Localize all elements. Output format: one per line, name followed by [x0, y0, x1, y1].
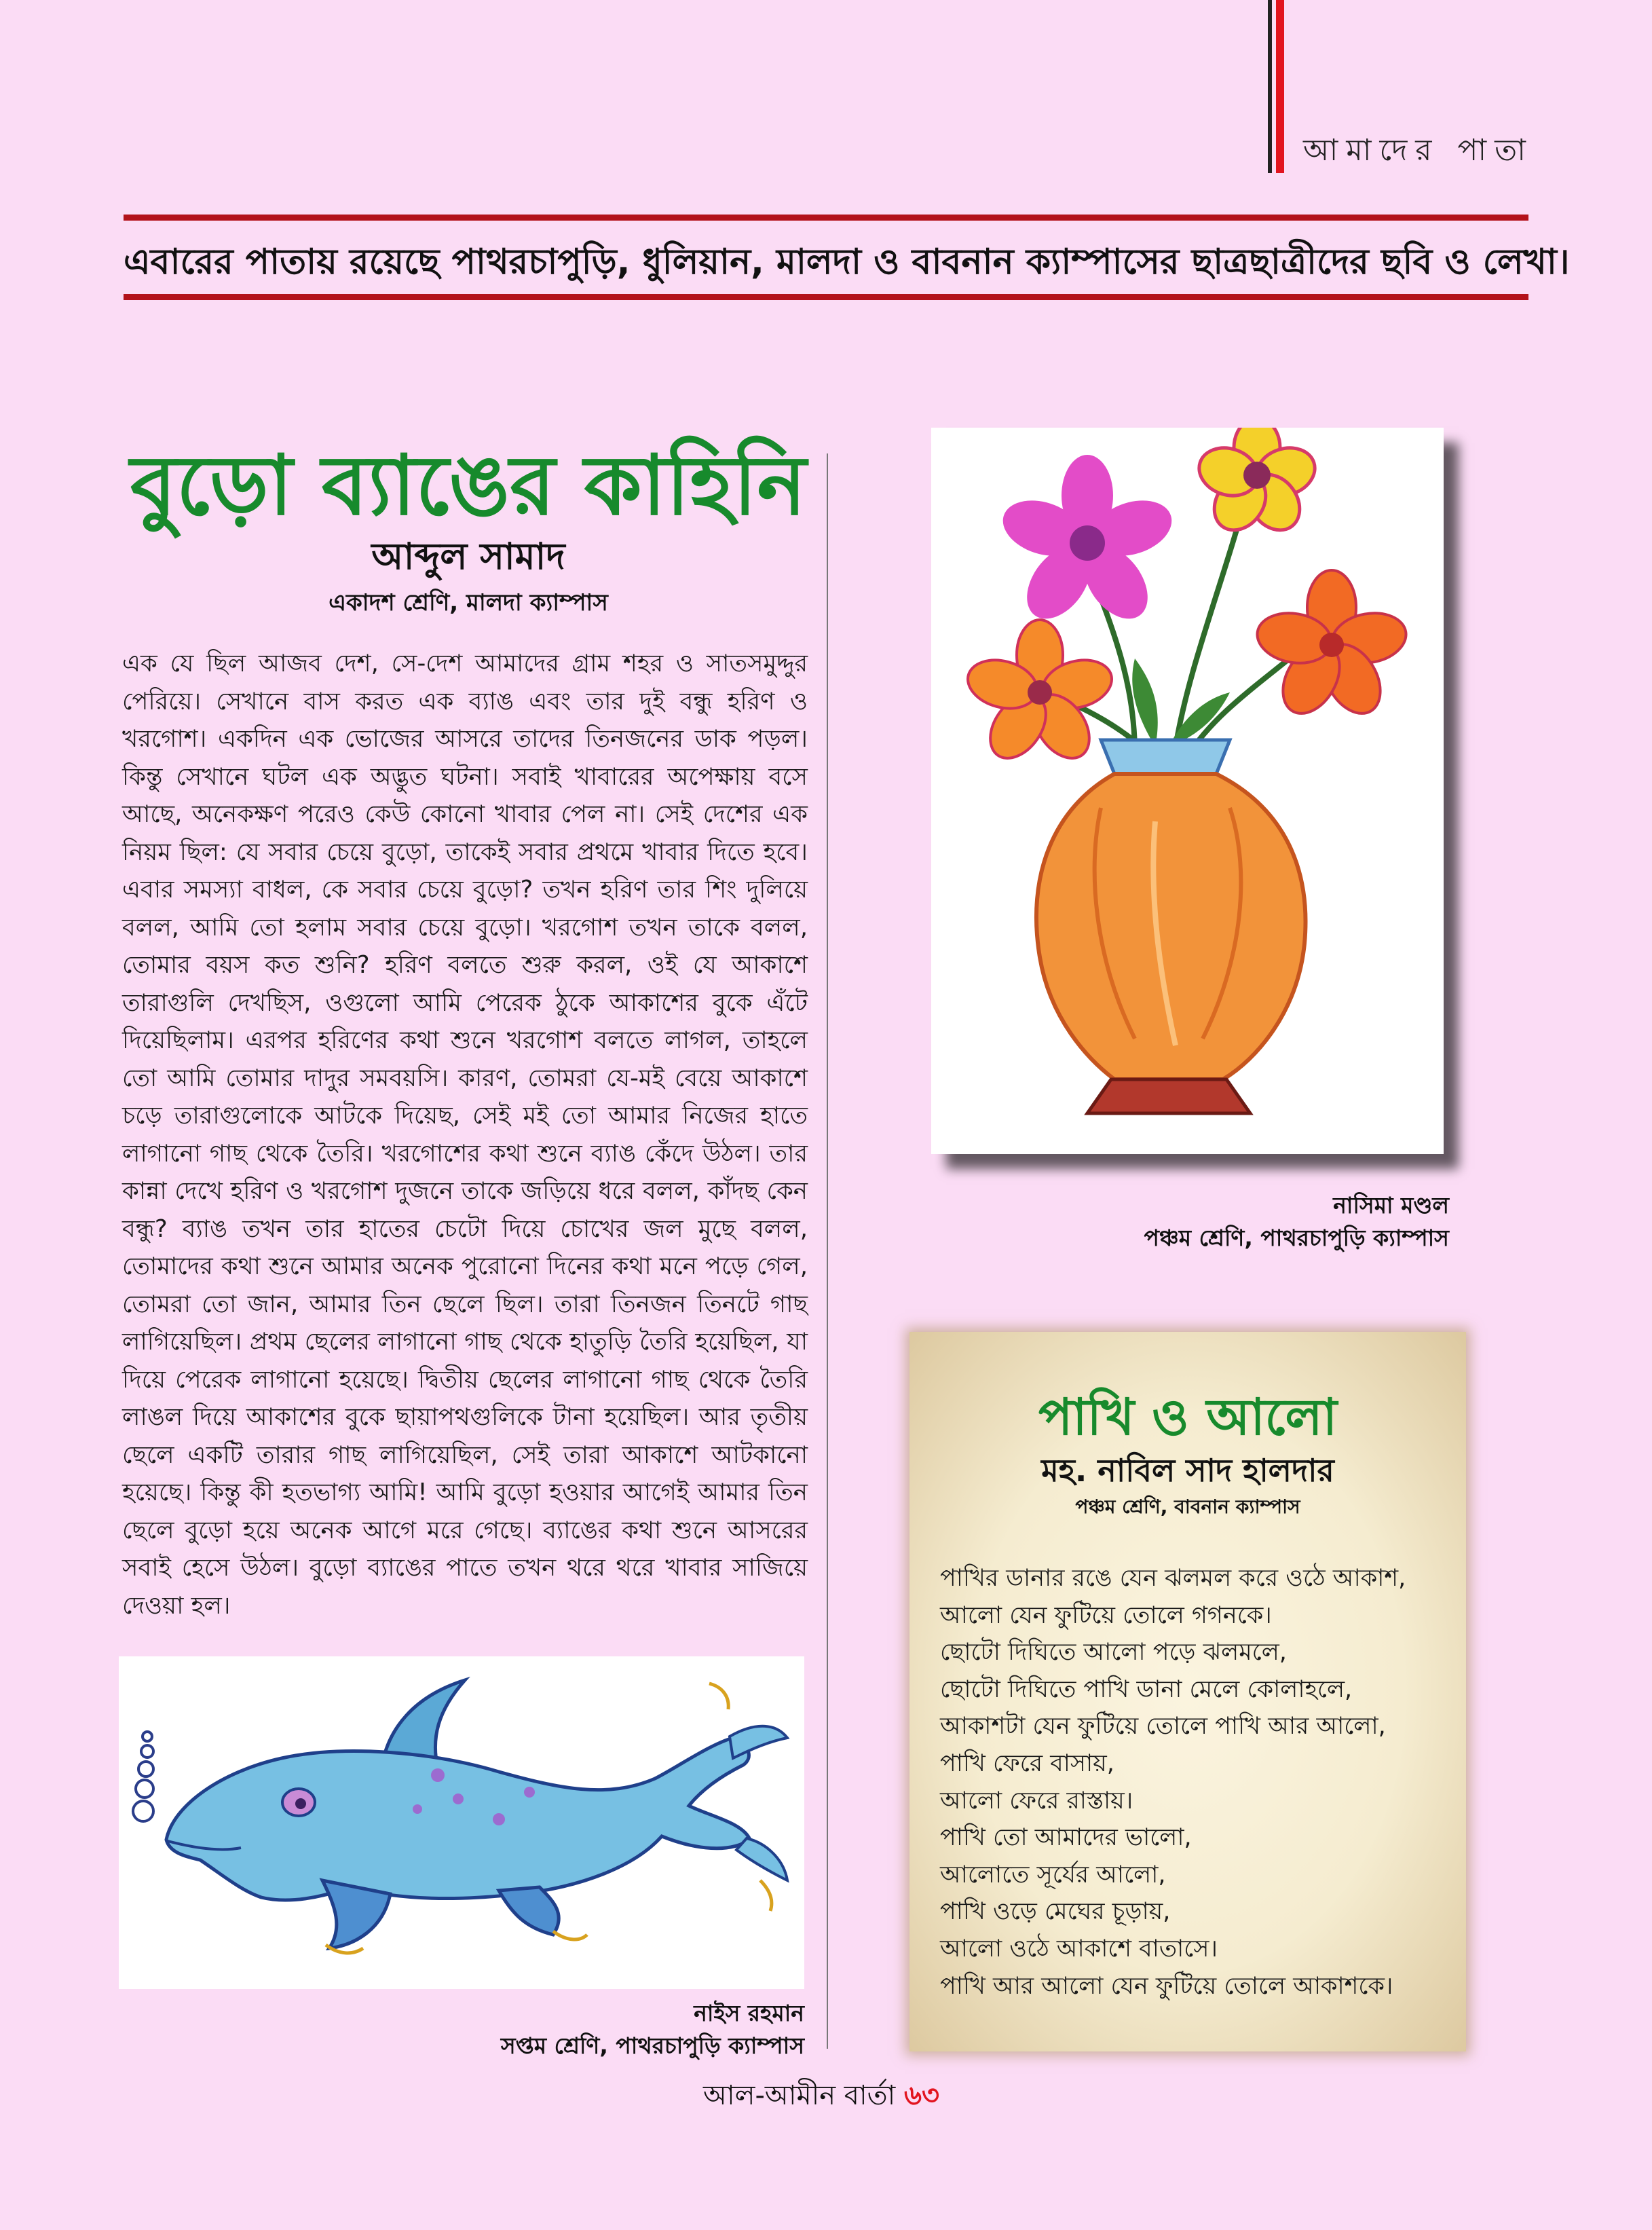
poem-line: ছোটো দিঘিতে পাখি ডানা মেলে কোলাহলে,	[940, 1675, 1353, 1703]
dolphin-artist: নাইস রহমান	[694, 2000, 804, 2026]
section-marker-bar-dark	[1268, 0, 1272, 173]
story-body: এক যে ছিল আজব দেশ, সে-দেশ আমাদের গ্রাম শহর ও সাতসমুদ্দুর পেরিয়ে। সেখানে বাস করত এক ব্যাঙ এবং তার দুই বন্ধু হরিণ ও খরগোশ। একদিন এক ভোজের আসরে তাদের তিনজনের ডাক পড়ল। কিন্তু সেখানে ঘটল এক অদ্ভুত ঘটনা। সবাই খাবারের অপেক্ষায় বসে আছে, অনেকক্ষণ পরেও কেউ কোনো খাবার পেল না। সেই দেশের এক নিয়ম ছিল: যে সবার চেয়ে বুড়ো, তাকেই সবার প্রথমে খাবার দিতে হবে। এবার সমস্যা বাধল, কে সবার চেয়ে বুড়ো? তখন হরিণ তার শিং দুলিয়ে বলল, আমি তো হলাম সবার চেয়ে বুড়ো। খরগোশ তখন তাকে বলল, তোমার বয়স কত শুনি? হরিণ বলতে শুরু করল, ওই যে আকাশে তারাগুলি দেখছিস, ওগুলো আমি পেরেক ঠুকে আকাশের বুকে এঁটে দিয়েছিলাম। এরপর হরিণের কথা শুনে খরগোশ বলতে লাগল, তাহলে তো আমি তোমার দাদুর সমবয়সি। কারণ, তোমরা যে-মই বেয়ে আকাশে চড়ে তারাগুলোকে আটকে দিয়েছ, সেই মই তো আমার নিজের হাতে লাগানো গাছ থেকে তৈরি। খরগোশের কথা শুনে ব্যাঙ কেঁদে উঠল। তার কান্না দেখে হরিণ ও খরগোশ দুজনে তাকে জড়িয়ে ধরে বলল, কাঁদছ কেন বন্ধু? ব্যাঙ তখন তার হাতের চেটো দিয়ে চোখের জল মুছে বলল, তোমাদের কথা শুনে আমার অনেক পুরোনো দিনের কথা মনে পড়ে গেল, তোমরা তো জান, আমার তিন ছেলে ছিল। তারা তিনজন তিনটে গাছ লাগিয়েছিল। প্রথম ছেলের লাগানো গাছ থেকে হাতুড়ি তৈরি হয়েছিল, যা দিয়ে পেরেক লাগানো হয়েছে। দ্বিতীয় ছেলের লাগানো গাছ থেকে তৈরি লাঙল দিয়ে আকাশের বুকে ছায়াপথগুলিকে টানা হয়েছিল। আর তৃতীয় ছেলে একটি তারার গাছ লাগিয়েছিল, সেই তারা আকাশে আটকানো হয়েছে। কিন্তু কী হতভাগ্য আমি! আমি বুড়ো হওয়ার আগেই আমার তিন ছেলে বুড়ো হয়ে অনেক আগে মরে গেছে। ব্যাঙের কথা শুনে আসরের সবাই হেসে উঠল। বুড়ো ব্যাঙের পাতে তখন থরে থরে খাবার সাজিয়ে দেওয়া হল।	[122, 650, 808, 1620]
poem-line: আকাশটা যেন ফুটিয়ে তোলে পাখি আর আলো,	[940, 1713, 1386, 1741]
poem-line: পাখির ডানার রঙে যেন ঝলমল করে ওঠে আকাশ,	[940, 1565, 1406, 1592]
section-label: আমাদের পাতা	[1303, 133, 1534, 168]
flower-artist: নাসিমা মণ্ডল	[1333, 1192, 1449, 1219]
poem-line: আলো ফেরে রাস্তায়।	[940, 1787, 1133, 1815]
flower-vase-drawing	[931, 428, 1444, 1154]
flower-vase-icon	[931, 428, 1444, 1154]
poem-line: পাখি ফেরে বাসায়,	[940, 1749, 1114, 1777]
poem-title: পাখি ও আলো	[1038, 1388, 1338, 1447]
column-divider	[827, 453, 828, 2049]
page-number: ৬৩	[903, 2080, 939, 2111]
poem-line: আলো যেন ফুটিয়ে তোলে গগনকে।	[940, 1601, 1272, 1629]
story-class-campus: একাদশ শ্রেণি, মালদা ক্যাম্পাস	[328, 589, 608, 616]
story-title: বুড়ো ব্যাঙের কাহিনি	[130, 437, 807, 534]
magazine-name: আল-আমীন বার্তা	[702, 2080, 896, 2111]
flower-artist-class: পঞ্চম শ্রেণি, পাথরচাপুড়ি ক্যাম্পাস	[1144, 1225, 1449, 1251]
poem-class-campus: পঞ্চম শ্রেণি, বাবনান ক্যাম্পাস	[1075, 1495, 1300, 1518]
poem-line: পাখি তো আমাদের ভালো,	[940, 1824, 1192, 1852]
poem-author: মহ. নাবিল সাদ হালদার	[1041, 1452, 1334, 1489]
dolphin-icon	[119, 1656, 804, 1989]
dolphin-artist-class: সপ্তম শ্রেণি, পাথরচাপুড়ি ক্যাম্পাস	[500, 2032, 804, 2059]
poem-lines	[940, 1560, 1456, 2005]
story-author: আব্দুল সামাদ	[371, 535, 565, 578]
poem-line: পাখি ওড়ে মেঘের চূড়ায়,	[940, 1898, 1171, 1926]
poem-line: আলোতে সূর্যের আলো,	[940, 1861, 1166, 1889]
banner-text: এবারের পাতায় রয়েছে পাথরচাপুড়ি, ধুলিয়ান, মালদা ও বাবনান ক্যাম্পাসের ছাত্রছাত্রীদের ছবি ও লেখা।	[124, 242, 1570, 282]
banner-bottom-rule	[124, 294, 1528, 300]
poem-line: আলো ওঠে আকাশে বাতাসে।	[940, 1935, 1218, 1963]
page-footer	[679, 2074, 964, 2119]
flower-drawing-caption	[1005, 1189, 1449, 1255]
section-marker-bar-red	[1276, 0, 1284, 173]
banner-top-rule	[124, 215, 1528, 221]
poem-line: পাখি আর আলো যেন ফুটিয়ে তোলে আকাশকে।	[940, 1972, 1393, 2000]
poem-line: ছোটো দিঘিতে আলো পড়ে ঝলমলে,	[940, 1639, 1287, 1667]
dolphin-drawing-caption	[380, 1997, 804, 2062]
dolphin-drawing	[119, 1656, 804, 1989]
